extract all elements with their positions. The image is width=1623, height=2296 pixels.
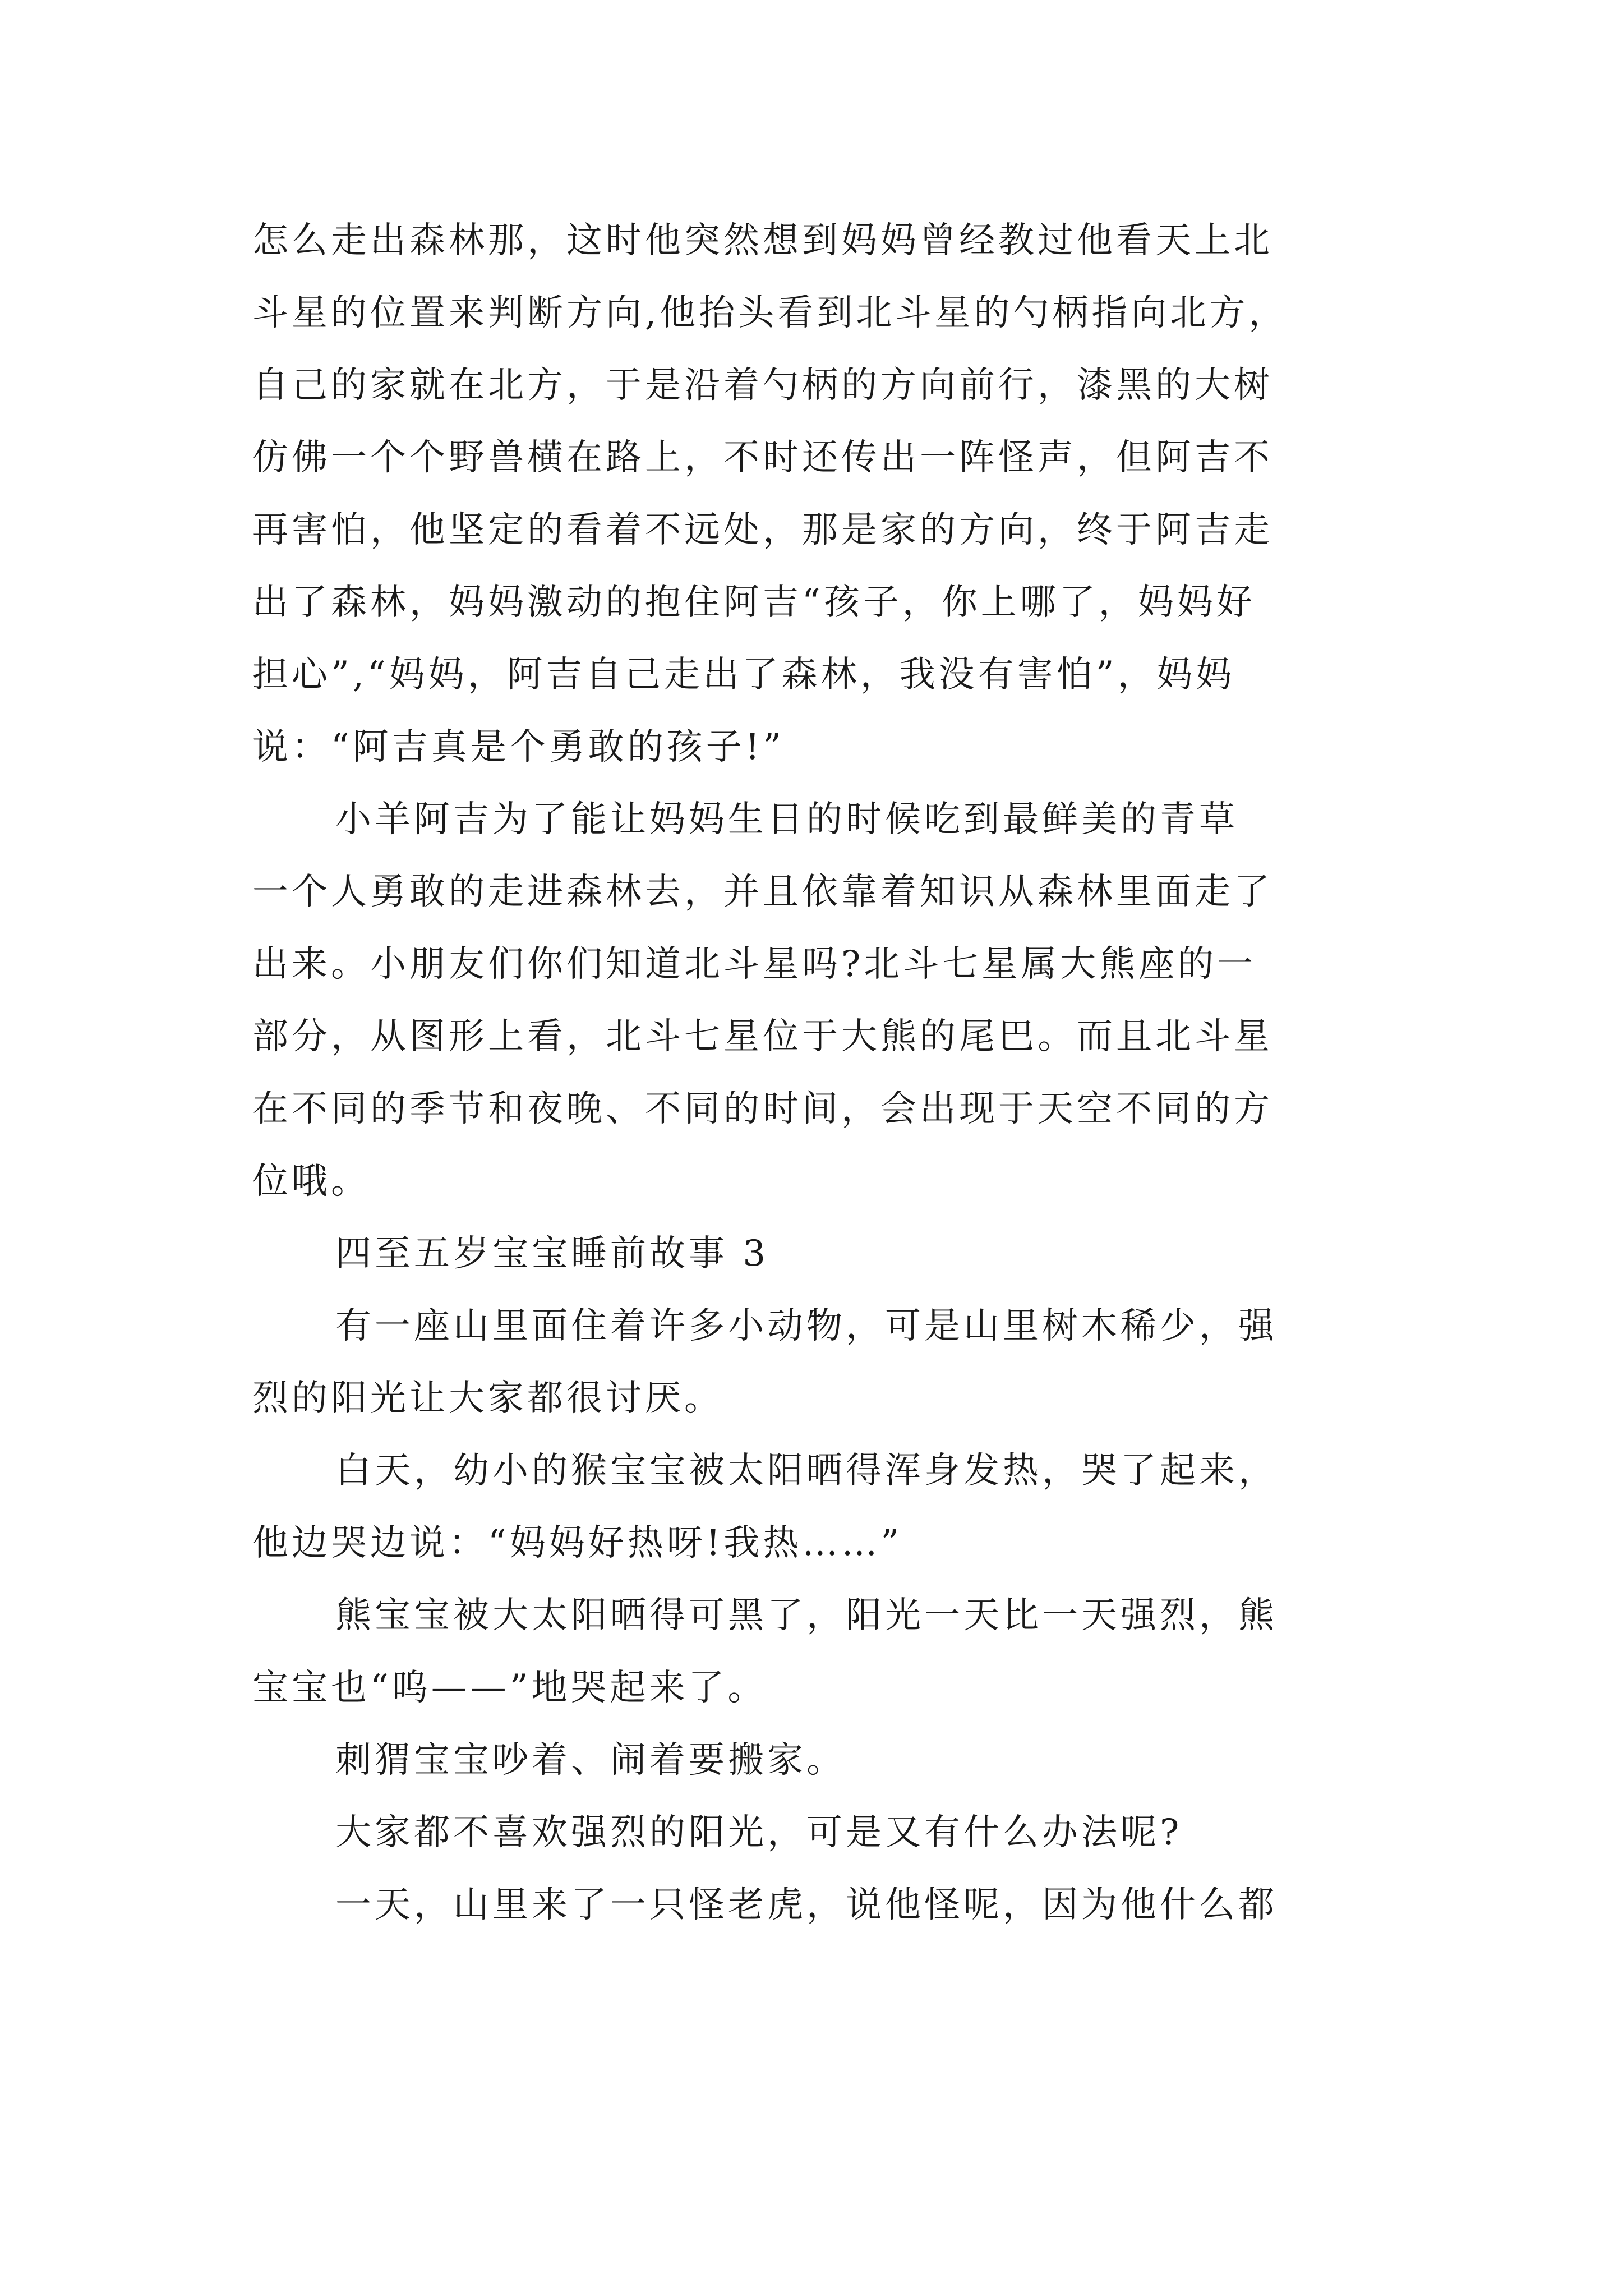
text-line: 斗星的位置来判断方向,他抬头看到北斗星的勺柄指向北方， [252,292,1288,334]
text-line: 有一座山里面住着许多小动物，可是山里树木稀少，强 [335,1305,1278,1347]
text-line: 仿佛一个个野兽横在路上，不时还传出一阵怪声，但阿吉不 [252,437,1273,478]
text-line: 担心”,“妈妈，阿吉自己走出了森林，我没有害怕”，妈妈 [252,654,1235,696]
text-line: 一天，山里来了一只怪老虎，说他怪呢，因为他什么都 [335,1884,1278,1926]
text-line: 一个人勇敢的走进森林去，并且依靠着知识从森林里面走了 [252,871,1273,913]
text-line: 小羊阿吉为了能让妈妈生日的时候吃到最鲜美的青草 [335,799,1238,840]
text-line: 大家都不喜欢强烈的阳光，可是又有什么办法呢? [335,1812,1183,1853]
text-line: 宝宝也“呜——”地哭起来了。 [252,1667,767,1709]
text-line: 熊宝宝被大太阳晒得可黑了，阳光一天比一天强烈，熊 [335,1595,1278,1636]
text-line: 他边哭边说：“妈妈好热呀!我热……” [252,1522,903,1564]
text-line: 四至五岁宝宝睡前故事 3 [335,1233,769,1274]
text-line: 白天，幼小的猴宝宝被太阳晒得浑身发热，哭了起来， [335,1450,1278,1492]
text-line: 部分，从图形上看，北斗七星位于大熊的尾巴。而且北斗星 [252,1016,1273,1057]
text-line: 在不同的季节和夜晚、不同的时间，会出现于天空不同的方 [252,1088,1273,1130]
body-text [252,205,1430,1941]
text-line: 位哦。 [252,1161,370,1202]
text-line: 出来。小朋友们你们知道北斗星吗?北斗七星属大熊座的一 [252,944,1257,985]
text-line: 自己的家就在北方，于是沿着勺柄的方向前行，漆黑的大树 [252,365,1273,406]
text-line: 烈的阳光让大家都很讨厌。 [252,1378,723,1419]
text-line: 刺猬宝宝吵着、闹着要搬家。 [335,1740,846,1781]
text-line: 怎么走出森林那，这时他突然想到妈妈曾经教过他看天上北 [252,220,1273,261]
text-line: 说：“阿吉真是个勇敢的孩子!” [252,726,785,768]
text-line: 出了森林，妈妈激动的抱住阿吉“孩子，你上哪了，妈妈好 [252,582,1256,623]
text-line: 再害怕，他坚定的看着不远处，那是家的方向，终于阿吉走 [252,509,1273,551]
